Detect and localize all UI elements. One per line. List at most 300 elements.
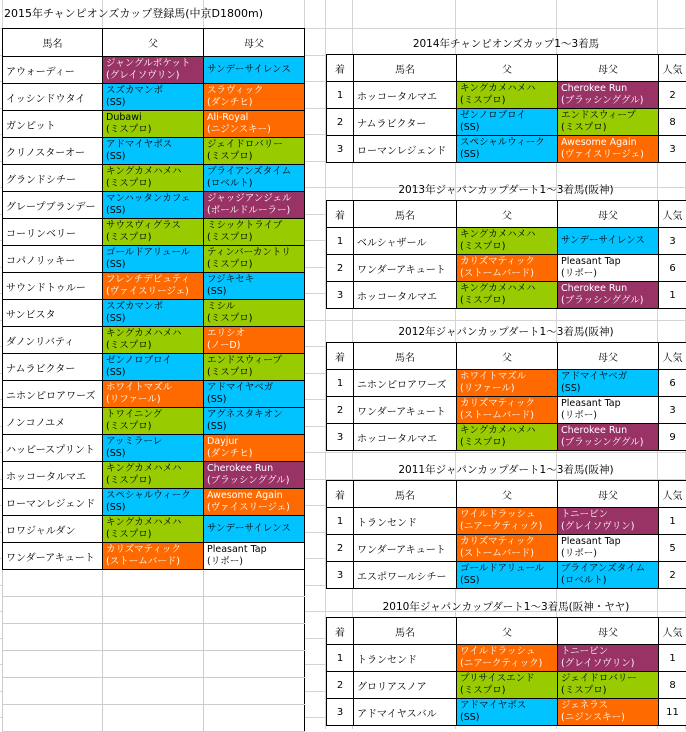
entry-horse-name: イッシンドウタイ xyxy=(3,84,103,111)
section-title: 2011年ジャパンカップダート1～3着馬(阪神) xyxy=(326,462,686,477)
entry-sire-line: (SS) xyxy=(106,448,203,460)
entry-dam-sire-line: (ダンチヒ) xyxy=(207,448,304,460)
result-sire-line: キングカメハメハ xyxy=(460,425,557,437)
entry-sire-line: ゴールドアリュール xyxy=(106,247,203,259)
section-title: 2014年チャンピオンズカップ1～3着馬 xyxy=(326,36,686,51)
header-horse: 馬名 xyxy=(354,343,457,370)
entry-horse-name: ガンピット xyxy=(3,111,103,138)
result-sire-line: (ニアークティック) xyxy=(460,521,557,533)
result-place: 1 xyxy=(327,370,354,397)
results-header-row xyxy=(327,343,686,370)
entry-horse-name: グレープブランデー xyxy=(3,192,103,219)
entry-sire-line: (ミスプロ) xyxy=(106,421,203,433)
empty-row xyxy=(3,597,305,624)
empty-cell xyxy=(103,624,204,651)
entry-sire xyxy=(103,516,204,543)
result-sire-line: (ミスプロ) xyxy=(460,295,557,307)
entry-dam-sire xyxy=(204,435,305,462)
header-horse: 馬名 xyxy=(354,618,457,645)
result-horse-name: ローマンレジェンド xyxy=(354,136,457,163)
entry-dam-sire-line: スラヴィック xyxy=(207,85,304,97)
result-sire xyxy=(457,136,558,163)
entry-dam-sire-line: Dayjur xyxy=(207,436,304,448)
header-popularity: 人気 xyxy=(659,481,686,508)
result-row xyxy=(327,535,686,562)
result-dam-sire-line: (ブラッシンググル) xyxy=(561,295,658,307)
result-horse-name: ワンダーアキュート xyxy=(354,397,457,424)
result-dam-sire xyxy=(558,562,659,589)
entry-horse-name: グランドシチー xyxy=(3,165,103,192)
result-place: 3 xyxy=(327,136,354,163)
entry-dam-sire-line: (ミスプロ) xyxy=(207,259,304,271)
result-dam-sire-line: Cherokee Run xyxy=(561,83,658,95)
header-place: 着 xyxy=(327,481,354,508)
entry-sire xyxy=(103,489,204,516)
result-dam-sire-line: ブライアンズタイム xyxy=(561,563,658,575)
entry-dam-sire xyxy=(204,516,305,543)
result-popularity: 2 xyxy=(659,562,686,589)
entry-dam-sire-line: ジャッジアンジェル xyxy=(207,193,304,205)
result-dam-sire-line: トニービン xyxy=(561,509,658,521)
result-popularity: 1 xyxy=(659,645,686,672)
entry-horse-name: ローマンレジェンド xyxy=(3,489,103,516)
empty-row xyxy=(3,678,305,705)
result-dam-sire-line: Pleasant Tap xyxy=(561,256,658,268)
result-place: 3 xyxy=(327,699,354,726)
result-row xyxy=(327,109,686,136)
entry-dam-sire-line: (ヴァイスリージェ) xyxy=(207,502,304,514)
result-dam-sire xyxy=(558,370,659,397)
entry-sire xyxy=(103,327,204,354)
entry-dam-sire-line: (リボー) xyxy=(207,556,304,568)
entry-horse-name: ハッピースプリント xyxy=(3,435,103,462)
result-dam-sire xyxy=(558,508,659,535)
result-popularity: 9 xyxy=(659,424,686,451)
result-sire-line: アドマイヤボス xyxy=(460,700,557,712)
result-place: 2 xyxy=(327,397,354,424)
entry-sire-line: (SS) xyxy=(106,97,203,109)
entry-horse-name: ダノンリバティ xyxy=(3,327,103,354)
result-sire-line: (ニアークティック) xyxy=(460,658,557,670)
result-sire-line: スペシャルウィーク xyxy=(460,137,557,149)
result-sire-line: (ミスプロ) xyxy=(460,241,557,253)
entry-dam-sire-line: アグネスタキオン xyxy=(207,409,304,421)
empty-cell xyxy=(204,597,305,624)
entry-horse-name: アウォーディー xyxy=(3,57,103,84)
entry-sire xyxy=(103,138,204,165)
entry-sire-line: アッミラーレ xyxy=(106,436,203,448)
entry-dam-sire-line: ミシックトライブ xyxy=(207,220,304,232)
result-horse-name: ニホンピロアワーズ xyxy=(354,370,457,397)
result-dam-sire-line: サンデーサイレンス xyxy=(561,235,658,247)
result-place: 2 xyxy=(327,109,354,136)
header-place: 着 xyxy=(327,201,354,228)
result-row xyxy=(327,699,686,726)
entry-dam-sire-line: (ロベルト) xyxy=(207,178,304,190)
entry-sire-line: スペシャルウィーク xyxy=(106,490,203,502)
entry-row xyxy=(3,300,305,327)
entry-sire-line: Dubawi xyxy=(106,112,203,124)
entry-sire-line: トワイニング xyxy=(106,409,203,421)
entry-dam-sire-line: (SS) xyxy=(207,394,304,406)
header-place: 着 xyxy=(327,618,354,645)
result-popularity: 3 xyxy=(659,136,686,163)
result-popularity: 5 xyxy=(659,535,686,562)
result-horse-name: ワンダーアキュート xyxy=(354,255,457,282)
entry-dam-sire-line: ティンバーカントリ xyxy=(207,247,304,259)
result-dam-sire-line: (ブラッシンググル) xyxy=(561,95,658,107)
result-row xyxy=(327,424,686,451)
header-popularity: 人気 xyxy=(659,618,686,645)
entry-sire-line: (ミスプロ) xyxy=(106,232,203,244)
entry-sire-line: スズカマンボ xyxy=(106,85,203,97)
entry-row xyxy=(3,111,305,138)
header-horse: 馬名 xyxy=(354,55,457,82)
entry-dam-sire-line: エンドスウィープ xyxy=(207,355,304,367)
entry-row xyxy=(3,273,305,300)
header-dam-sire: 母父 xyxy=(558,201,659,228)
result-row xyxy=(327,255,686,282)
entry-dam-sire xyxy=(204,138,305,165)
result-sire-line: キングカメハメハ xyxy=(460,229,557,241)
result-dam-sire-line: エンドスウィープ xyxy=(561,110,658,122)
entries-table xyxy=(2,28,305,732)
entry-sire xyxy=(103,273,204,300)
result-dam-sire xyxy=(558,699,659,726)
entry-sire-line: キングカメハメハ xyxy=(106,328,203,340)
result-row xyxy=(327,82,686,109)
result-place: 2 xyxy=(327,672,354,699)
entry-sire-line: (ミスプロ) xyxy=(106,178,203,190)
entry-dam-sire xyxy=(204,327,305,354)
entry-sire xyxy=(103,543,204,570)
entry-dam-sire-line: Pleasant Tap xyxy=(207,544,304,556)
empty-cell xyxy=(204,705,305,732)
result-dam-sire xyxy=(558,255,659,282)
result-dam-sire xyxy=(558,282,659,309)
result-horse-name: エスポワールシチー xyxy=(354,562,457,589)
entry-sire-line: (SS) xyxy=(106,151,203,163)
entry-horse-name: サンビスタ xyxy=(3,300,103,327)
results-header-row xyxy=(327,618,686,645)
empty-row xyxy=(3,624,305,651)
results-table xyxy=(326,200,686,309)
entry-dam-sire-line: ブライアンズタイム xyxy=(207,166,304,178)
entry-dam-sire-line: (ミスプロ) xyxy=(207,232,304,244)
results-table xyxy=(326,617,686,726)
result-dam-sire-line: (ニジンスキー) xyxy=(561,712,658,724)
result-dam-sire-line: Pleasant Tap xyxy=(561,398,658,410)
result-sire-line: (リファール) xyxy=(460,383,557,395)
result-horse-name: ベルシャザール xyxy=(354,228,457,255)
entry-sire xyxy=(103,246,204,273)
result-dam-sire-line: Pleasant Tap xyxy=(561,536,658,548)
entry-dam-sire-line: フジキセキ xyxy=(207,274,304,286)
result-horse-name: トランセンド xyxy=(354,508,457,535)
entry-dam-sire-line: アドマイヤベガ xyxy=(207,382,304,394)
header-popularity: 人気 xyxy=(659,343,686,370)
entry-sire-line: (SS) xyxy=(106,205,203,217)
entry-sire-line: (ミスプロ) xyxy=(106,475,203,487)
entry-sire xyxy=(103,408,204,435)
entry-sire xyxy=(103,84,204,111)
result-dam-sire xyxy=(558,535,659,562)
header-horse: 馬名 xyxy=(3,29,103,57)
result-sire xyxy=(457,370,558,397)
results-header-row xyxy=(327,201,686,228)
entry-sire-line: (SS) xyxy=(106,367,203,379)
result-dam-sire-line: (ロベルト) xyxy=(561,575,658,587)
empty-cell xyxy=(3,597,103,624)
entry-dam-sire xyxy=(204,165,305,192)
entry-dam-sire xyxy=(204,219,305,246)
result-row xyxy=(327,136,686,163)
result-dam-sire-line: (リボー) xyxy=(561,548,658,560)
header-dam-sire: 母父 xyxy=(558,481,659,508)
entry-horse-name: クリノスターオー xyxy=(3,138,103,165)
entry-sire-line: アドマイヤボス xyxy=(106,139,203,151)
header-dam-sire: 母父 xyxy=(558,618,659,645)
result-sire-line: (SS) xyxy=(460,122,557,134)
result-dam-sire xyxy=(558,109,659,136)
result-sire-line: ゼンノロブロイ xyxy=(460,110,557,122)
result-sire-line: (ストームバード) xyxy=(460,410,557,422)
header-popularity: 人気 xyxy=(659,201,686,228)
entry-dam-sire xyxy=(204,273,305,300)
entry-horse-name: ノンコノユメ xyxy=(3,408,103,435)
entry-sire-line: (ストームバード) xyxy=(106,556,203,568)
header-sire: 父 xyxy=(457,55,558,82)
entry-sire-line: (ミスプロ) xyxy=(106,529,203,541)
entry-row xyxy=(3,489,305,516)
entries-header-row xyxy=(3,29,305,57)
entry-row xyxy=(3,165,305,192)
result-sire-line: (SS) xyxy=(460,149,557,161)
entry-dam-sire-line: (ノーD) xyxy=(207,340,304,352)
entry-dam-sire xyxy=(204,246,305,273)
entry-row xyxy=(3,543,305,570)
entry-dam-sire xyxy=(204,462,305,489)
result-dam-sire-line: (リボー) xyxy=(561,410,658,422)
entry-sire xyxy=(103,462,204,489)
empty-row xyxy=(3,570,305,597)
header-dam-sire: 母父 xyxy=(558,55,659,82)
entry-dam-sire-line: Ali-Royal xyxy=(207,112,304,124)
entry-row xyxy=(3,435,305,462)
empty-cell xyxy=(103,597,204,624)
result-place: 1 xyxy=(327,508,354,535)
result-sire xyxy=(457,282,558,309)
result-dam-sire-line: ジェネラス xyxy=(561,700,658,712)
result-sire xyxy=(457,672,558,699)
result-sire xyxy=(457,424,558,451)
result-place: 3 xyxy=(327,282,354,309)
result-place: 2 xyxy=(327,255,354,282)
result-dam-sire-line: (ヴァイスリージェ) xyxy=(561,149,658,161)
result-sire-line: キングカメハメハ xyxy=(460,283,557,295)
entry-horse-name: コパノリッキー xyxy=(3,246,103,273)
result-popularity: 3 xyxy=(659,397,686,424)
result-row xyxy=(327,645,686,672)
entry-dam-sire-line: (SS) xyxy=(207,286,304,298)
result-popularity: 6 xyxy=(659,370,686,397)
result-place: 2 xyxy=(327,535,354,562)
result-dam-sire xyxy=(558,82,659,109)
result-row xyxy=(327,370,686,397)
result-sire-line: (SS) xyxy=(460,712,557,724)
result-sire-line: キングカメハメハ xyxy=(460,83,557,95)
entry-sire-line: (ヴァイスリージェ) xyxy=(106,286,203,298)
entry-sire-line: マンハッタンカフェ xyxy=(106,193,203,205)
result-row xyxy=(327,672,686,699)
result-dam-sire-line: Cherokee Run xyxy=(561,283,658,295)
entry-row xyxy=(3,138,305,165)
entry-dam-sire xyxy=(204,543,305,570)
results-header-row xyxy=(327,481,686,508)
result-sire-line: ワイルドラッシュ xyxy=(460,509,557,521)
result-popularity: 8 xyxy=(659,109,686,136)
entry-dam-sire-line: (ダンチヒ) xyxy=(207,97,304,109)
entry-horse-name: ニホンピロアワーズ xyxy=(3,381,103,408)
result-dam-sire-line: Cherokee Run xyxy=(561,425,658,437)
header-popularity: 人気 xyxy=(659,55,686,82)
result-sire-line: (SS) xyxy=(460,575,557,587)
result-sire-line: ワイルドラッシュ xyxy=(460,646,557,658)
header-dam-sire: 母父 xyxy=(558,343,659,370)
entry-sire-line: (ミスプロ) xyxy=(106,340,203,352)
entry-horse-name: コーリンベリー xyxy=(3,219,103,246)
entry-sire-line: スズカマンボ xyxy=(106,301,203,313)
entry-horse-name: ナムラビクター xyxy=(3,354,103,381)
entry-horse-name: ホッコータルマエ xyxy=(3,462,103,489)
entry-sire-line: (SS) xyxy=(106,502,203,514)
entry-dam-sire xyxy=(204,192,305,219)
header-place: 着 xyxy=(327,343,354,370)
entry-sire-line: キングカメハメハ xyxy=(106,166,203,178)
result-dam-sire-line: Awesome Again xyxy=(561,137,658,149)
result-popularity: 8 xyxy=(659,672,686,699)
entry-horse-name: サウンドトゥルー xyxy=(3,273,103,300)
entry-sire-line: (リファール) xyxy=(106,394,203,406)
result-sire-line: (ストームバード) xyxy=(460,268,557,280)
header-sire: 父 xyxy=(457,201,558,228)
entry-row xyxy=(3,354,305,381)
page-title: 2015年チャンピオンズカップ登録馬(中京D1800m) xyxy=(4,5,263,21)
result-sire-line: (ストームバード) xyxy=(460,548,557,560)
result-sire xyxy=(457,109,558,136)
result-popularity: 3 xyxy=(659,228,686,255)
entry-dam-sire-line: (ボールドルーラー) xyxy=(207,205,304,217)
entry-dam-sire-line: (ブラッシンググル) xyxy=(207,475,304,487)
result-sire xyxy=(457,255,558,282)
entry-dam-sire xyxy=(204,489,305,516)
entry-sire-line: キングカメハメハ xyxy=(106,517,203,529)
result-dam-sire-line: (グレイソヴリン) xyxy=(561,521,658,533)
result-popularity: 1 xyxy=(659,282,686,309)
entry-row xyxy=(3,516,305,543)
empty-cell xyxy=(3,705,103,732)
entry-sire-line: サウスヴィグラス xyxy=(106,220,203,232)
entry-row xyxy=(3,192,305,219)
result-row xyxy=(327,397,686,424)
empty-cell xyxy=(103,705,204,732)
result-horse-name: ワンダーアキュート xyxy=(354,535,457,562)
result-sire xyxy=(457,699,558,726)
result-dam-sire xyxy=(558,136,659,163)
result-horse-name: グロリアスノア xyxy=(354,672,457,699)
entry-dam-sire xyxy=(204,111,305,138)
result-dam-sire xyxy=(558,424,659,451)
result-place: 3 xyxy=(327,424,354,451)
results-table xyxy=(326,54,686,163)
entry-sire-line: (ミスプロ) xyxy=(106,124,203,136)
result-place: 1 xyxy=(327,82,354,109)
result-popularity: 2 xyxy=(659,82,686,109)
entry-sire xyxy=(103,354,204,381)
header-sire: 父 xyxy=(457,618,558,645)
result-place: 1 xyxy=(327,645,354,672)
entry-dam-sire-line: (ミスプロ) xyxy=(207,313,304,325)
result-row xyxy=(327,508,686,535)
result-dam-sire xyxy=(558,645,659,672)
entry-sire-line: ジャングルポケット xyxy=(106,58,203,70)
header-sire: 父 xyxy=(103,29,204,57)
entry-dam-sire-line: Awesome Again xyxy=(207,490,304,502)
empty-cell xyxy=(204,570,305,597)
entry-sire-line: (SS) xyxy=(106,313,203,325)
result-place: 1 xyxy=(327,228,354,255)
header-sire: 父 xyxy=(457,343,558,370)
empty-cell xyxy=(103,651,204,678)
empty-cell xyxy=(103,570,204,597)
result-dam-sire-line: (ミスプロ) xyxy=(561,122,658,134)
result-sire-line: (ミスプロ) xyxy=(460,95,557,107)
result-row xyxy=(327,282,686,309)
entry-dam-sire xyxy=(204,300,305,327)
entry-dam-sire xyxy=(204,381,305,408)
result-sire-line: カリズマティック xyxy=(460,398,557,410)
entry-dam-sire-line: ジェイドロバリー xyxy=(207,139,304,151)
entry-sire xyxy=(103,165,204,192)
entry-sire-line: ホワイトマズル xyxy=(106,382,203,394)
entry-dam-sire-line: サンデーサイレンス xyxy=(207,64,304,76)
result-dam-sire-line: (ミスプロ) xyxy=(561,685,658,697)
entry-dam-sire-line: ミシル xyxy=(207,301,304,313)
entry-sire-line: (グレイソヴリン) xyxy=(106,70,203,82)
entry-row xyxy=(3,381,305,408)
result-horse-name: ホッコータルマエ xyxy=(354,82,457,109)
result-sire xyxy=(457,397,558,424)
entry-dam-sire-line: (ミスプロ) xyxy=(207,151,304,163)
entry-sire xyxy=(103,300,204,327)
empty-cell xyxy=(3,624,103,651)
result-popularity: 1 xyxy=(659,508,686,535)
entry-dam-sire xyxy=(204,354,305,381)
result-sire-line: カリズマティック xyxy=(460,256,557,268)
result-popularity: 6 xyxy=(659,255,686,282)
entry-horse-name: ロワジャルダン xyxy=(3,516,103,543)
empty-cell xyxy=(204,678,305,705)
result-sire xyxy=(457,535,558,562)
entry-row xyxy=(3,246,305,273)
entry-dam-sire-line: Cherokee Run xyxy=(207,463,304,475)
entry-sire xyxy=(103,435,204,462)
header-sire: 父 xyxy=(457,481,558,508)
result-row xyxy=(327,228,686,255)
result-horse-name: ナムラビクター xyxy=(354,109,457,136)
header-dam-sire: 母父 xyxy=(204,29,305,57)
entry-dam-sire-line: (SS) xyxy=(207,421,304,433)
